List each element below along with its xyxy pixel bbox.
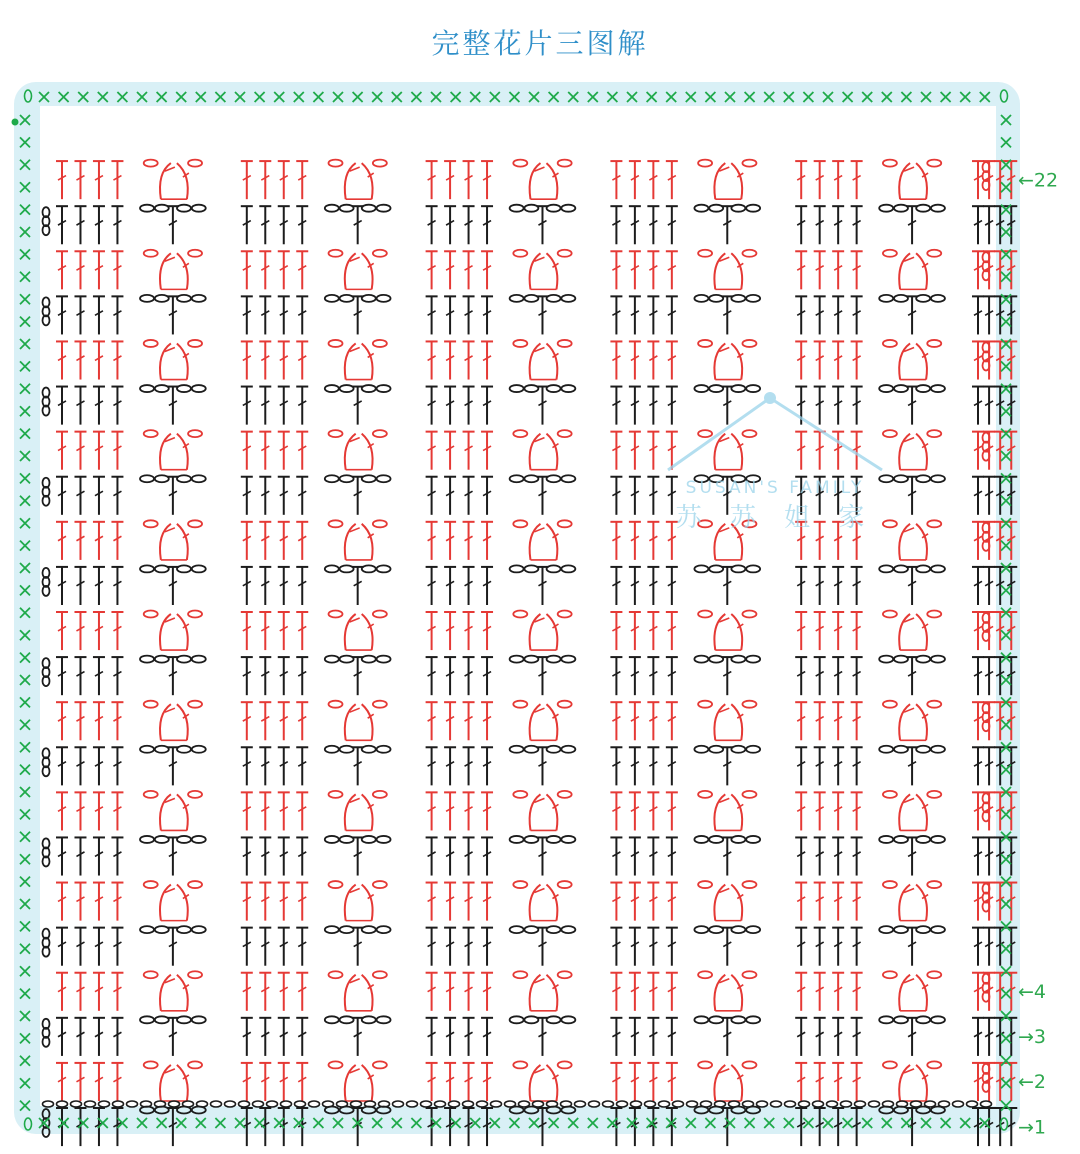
row-label: →3 — [1018, 1026, 1047, 1049]
row-label: ←22 — [1018, 169, 1059, 192]
watermark-brand: SUSAN'S FAMILY — [685, 478, 865, 498]
page-title: 完整花片三图解 — [431, 27, 649, 60]
row-label: ←2 — [1018, 1071, 1047, 1094]
row-label: ←4 — [1018, 981, 1047, 1004]
row-label: →1 — [1018, 1116, 1047, 1139]
watermark-text: 苏 苏 姐 家 — [675, 503, 875, 533]
start-point-dot — [12, 119, 19, 126]
row-labels — [1018, 169, 1058, 1138]
watermark-dot — [764, 392, 776, 404]
